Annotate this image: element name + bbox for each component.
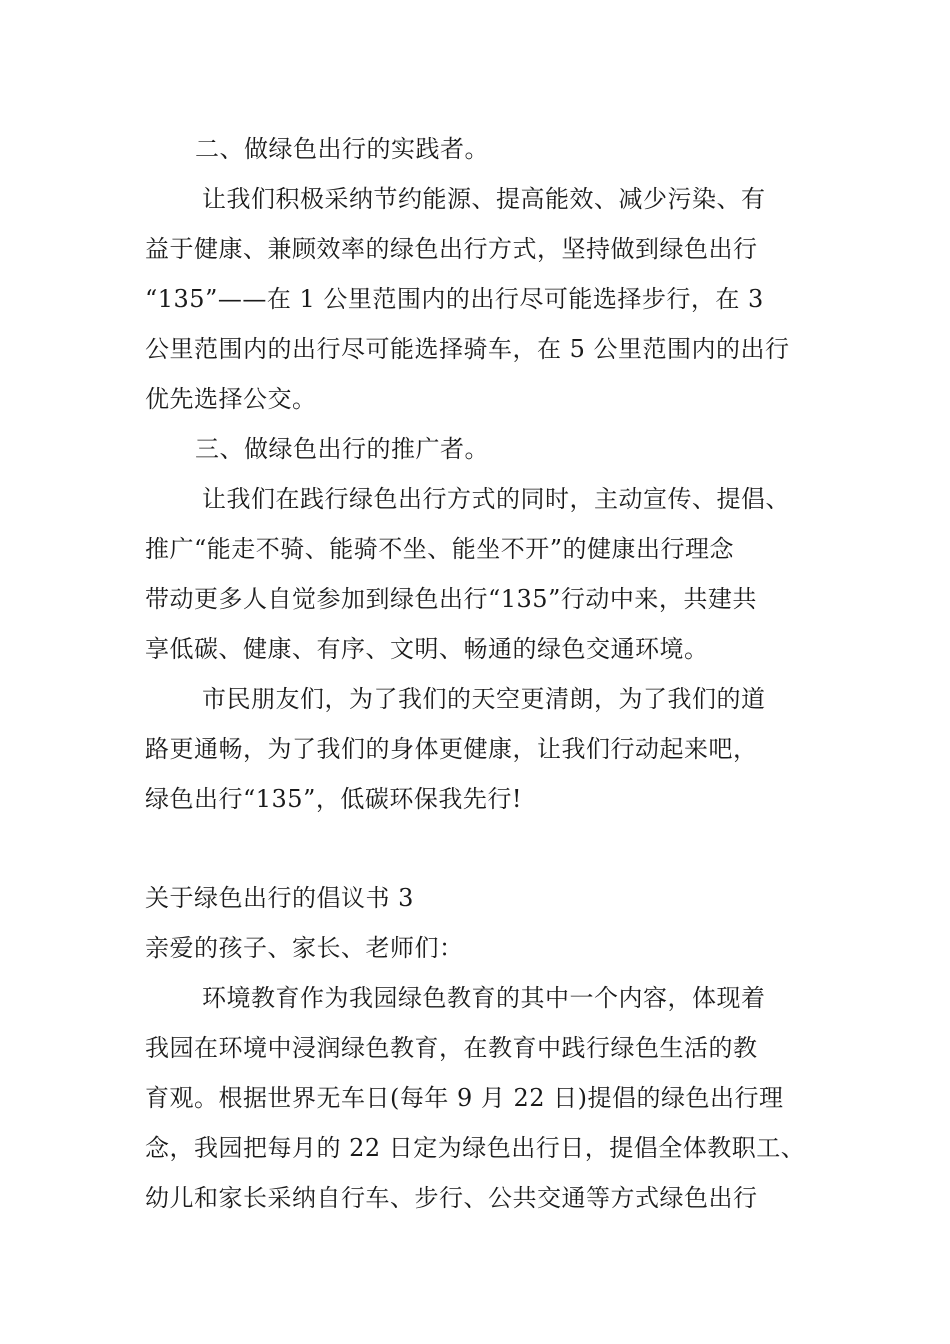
paragraph-line: 育观。根据世界无车日(每年 9 月 22 日)提倡的绿色出行理 bbox=[145, 1084, 784, 1112]
paragraph-line: “135”——在 1 公里范围内的出行尽可能选择步行，在 3 bbox=[145, 285, 764, 313]
paragraph-line: 让我们在践行绿色出行方式的同时，主动宣传、提倡、 bbox=[202, 485, 790, 513]
section-heading: 二、做绿色出行的实践者。 bbox=[195, 135, 489, 163]
paragraph-line: 推广“能走不骑、能骑不坐、能坐不开”的健康出行理念 bbox=[145, 535, 735, 563]
letter-title: 关于绿色出行的倡议书 3 bbox=[145, 884, 414, 912]
paragraph-line: 念，我园把每月的 22 日定为绿色出行日，提倡全体教职工、 bbox=[145, 1134, 806, 1162]
paragraph-line: 市民朋友们，为了我们的天空更清朗，为了我们的道 bbox=[202, 685, 766, 713]
paragraph-line: 环境教育作为我园绿色教育的其中一个内容，体现着 bbox=[202, 984, 766, 1012]
paragraph-line: 让我们积极采纳节约能源、提高能效、减少污染、有 bbox=[202, 185, 766, 213]
paragraph-line: 绿色出行“135”，低碳环保我先行! bbox=[145, 785, 522, 813]
paragraph-line: 我园在环境中浸润绿色教育，在教育中践行绿色生活的教 bbox=[145, 1034, 758, 1062]
paragraph-line: 益于健康、兼顾效率的绿色出行方式，坚持做到绿色出行 bbox=[145, 235, 758, 263]
paragraph-line: 路更通畅，为了我们的身体更健康，让我们行动起来吧， bbox=[145, 735, 758, 763]
paragraph-line: 享低碳、健康、有序、文明、畅通的绿色交通环境。 bbox=[145, 635, 709, 663]
paragraph-line: 带动更多人自觉参加到绿色出行“135”行动中来，共建共 bbox=[145, 585, 757, 613]
paragraph-line: 幼儿和家长采纳自行车、步行、公共交通等方式绿色出行 bbox=[145, 1184, 758, 1212]
paragraph-line: 优先选择公交。 bbox=[145, 385, 317, 413]
section-heading: 三、做绿色出行的推广者。 bbox=[195, 435, 489, 463]
paragraph-line: 公里范围内的出行尽可能选择骑车，在 5 公里范围内的出行 bbox=[145, 335, 790, 363]
letter-salutation: 亲爱的孩子、家长、老师们： bbox=[145, 934, 464, 962]
